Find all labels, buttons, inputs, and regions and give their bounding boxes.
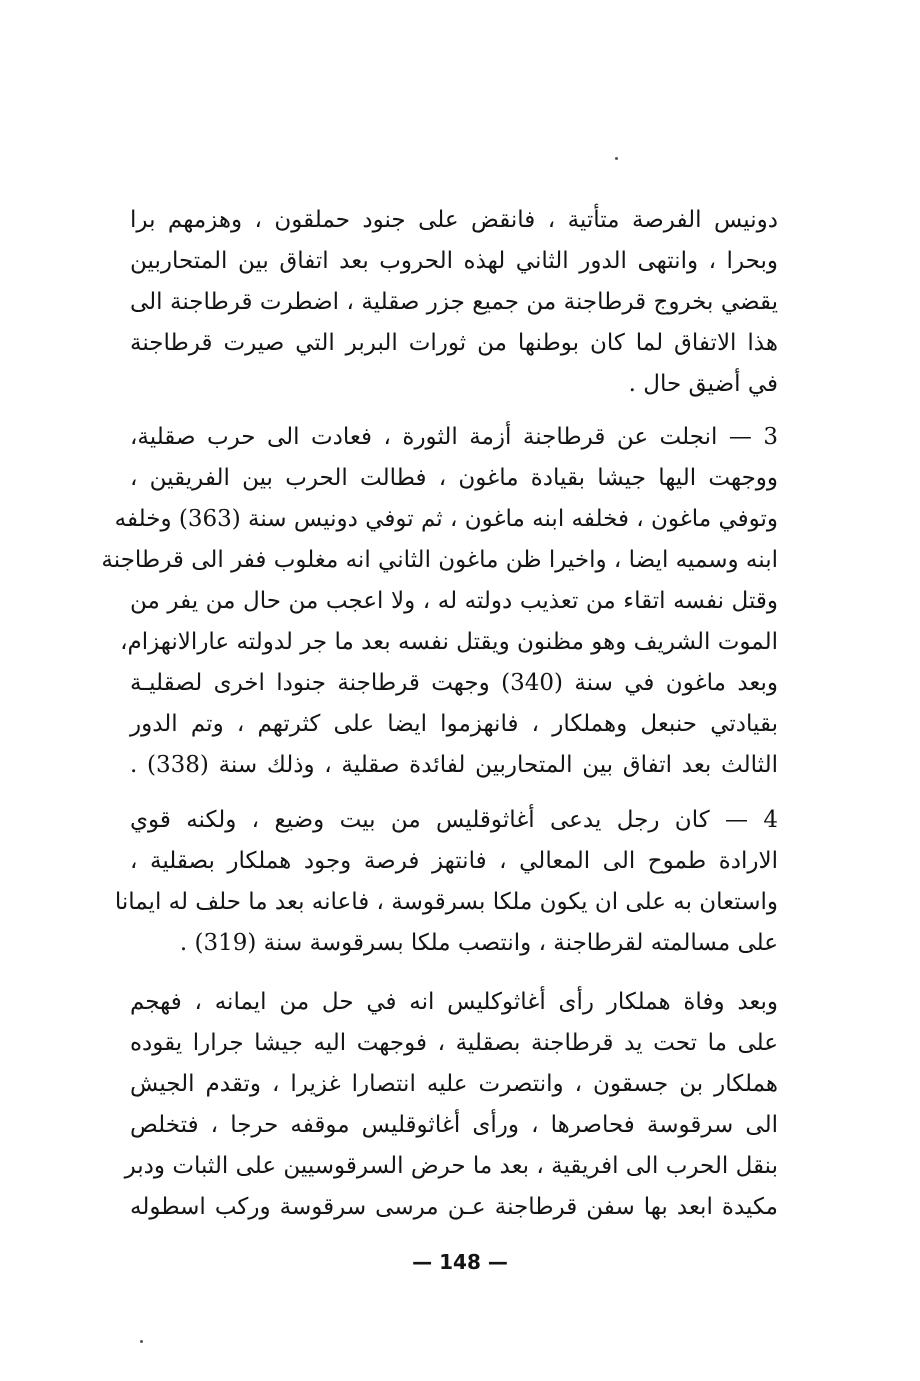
text-line: وبعد ماغون في سنة (340) وجهت قرطاجنة جنودا اخرى لصقليـة	[130, 670, 778, 696]
text-line: وبعد وفاة هملكار رأى أغاثوكليس انه في حل من ايمانه ، فهجم	[130, 989, 778, 1015]
text-line: في أضيق حال .	[628, 371, 778, 397]
page-number: — 148 —	[412, 1250, 508, 1274]
text-line: واستعان به على ان يكون ملكا بسرقوسة ، فاعانه بعد ما حلف له ايمانا	[114, 889, 778, 915]
text-line: هملكار بن جسقون ، وانتصرت عليه انتصارا غزيرا ، وتقدم الجيش	[130, 1071, 778, 1097]
text-line: ابنه وسميه ايضا ، واخيرا ظن ماغون الثاني انه مغلوب ففر الى قرطاجنة	[101, 547, 778, 573]
text-line: الموت الشريف وهو مظنون ويقتل نفسه بعد ما جر لدولته عارالانهزام،	[120, 629, 778, 655]
text-line: وقتل نفسه اتقاء من تعذيب دولته له ، ولا اعجب من حال من يفر من	[130, 588, 778, 614]
paragraph-4	[124, 982, 778, 1228]
text-line: وتوفي ماغون ، فخلفه ابنه ماغون ، ثم توفي دونيس سنة (363) وخلفه	[114, 506, 778, 532]
text-line: الى سرقوسة فحاصرها ، ورأى أغاثوقليس موقفه حرجا ، فتخلص	[130, 1112, 778, 1138]
paragraph-2	[101, 417, 778, 786]
text-line: مكيدة ابعد بها سفن قرطاجنة عـن مرسى سرقوسة وركب اسطوله	[130, 1194, 778, 1220]
text-line: يقضي بخروج قرطاجنة من جميع جزر صقلية ، اضطرت قرطاجنة الى	[130, 289, 778, 315]
text-line: على ما تحت يد قرطاجنة بصقلية ، فوجهت اليه جيشا جرارا يقوده	[130, 1030, 778, 1056]
text-line: 4 — كان رجل يدعى أغاثوقليس من بيت وضيع ، ولكنه قوي	[130, 807, 778, 833]
text-line: الارادة طموح الى المعالي ، فانتهز فرصة وجود هملكار بصقلية ،	[130, 848, 778, 874]
text-line: بقيادتي حنبعل وهملكار ، فانهزموا ايضا على كثرتهم ، وتم الدور	[130, 711, 778, 737]
scan-speck	[615, 157, 618, 160]
text-line: بنقل الحرب الى افريقية ، بعد ما حرض السرقوسيين على الثبات ودبر	[124, 1153, 778, 1179]
paragraph-3	[114, 800, 778, 964]
scan-speck	[140, 1340, 143, 1343]
text-line: الثالث بعد اتفاق بين المتحاربين لفائدة صقلية ، وذلك سنة (338) .	[130, 752, 778, 778]
text-line: 3 — انجلت عن قرطاجنة أزمة الثورة ، فعادت الى حرب صقلية،	[130, 424, 778, 450]
paragraph-1	[130, 200, 778, 405]
text-line: على مسالمته لقرطاجنة ، وانتصب ملكا بسرقوسة سنة (319) .	[179, 930, 778, 956]
text-line: وبحرا ، وانتهى الدور الثاني لهذه الحروب بعد اتفاق بين المتحاربين	[130, 248, 778, 274]
text-line: هذا الاتفاق لما كان بوطنها من ثورات البربر التي صيرت قرطاجنة	[130, 330, 778, 356]
text-line: ووجهت اليها جيشا بقيادة ماغون ، فطالت الحرب بين الفريقين ،	[130, 465, 778, 491]
text-line: دونيس الفرصة متأتية ، فانقض على جنود حملقون ، وهزمهم برا	[130, 207, 778, 233]
